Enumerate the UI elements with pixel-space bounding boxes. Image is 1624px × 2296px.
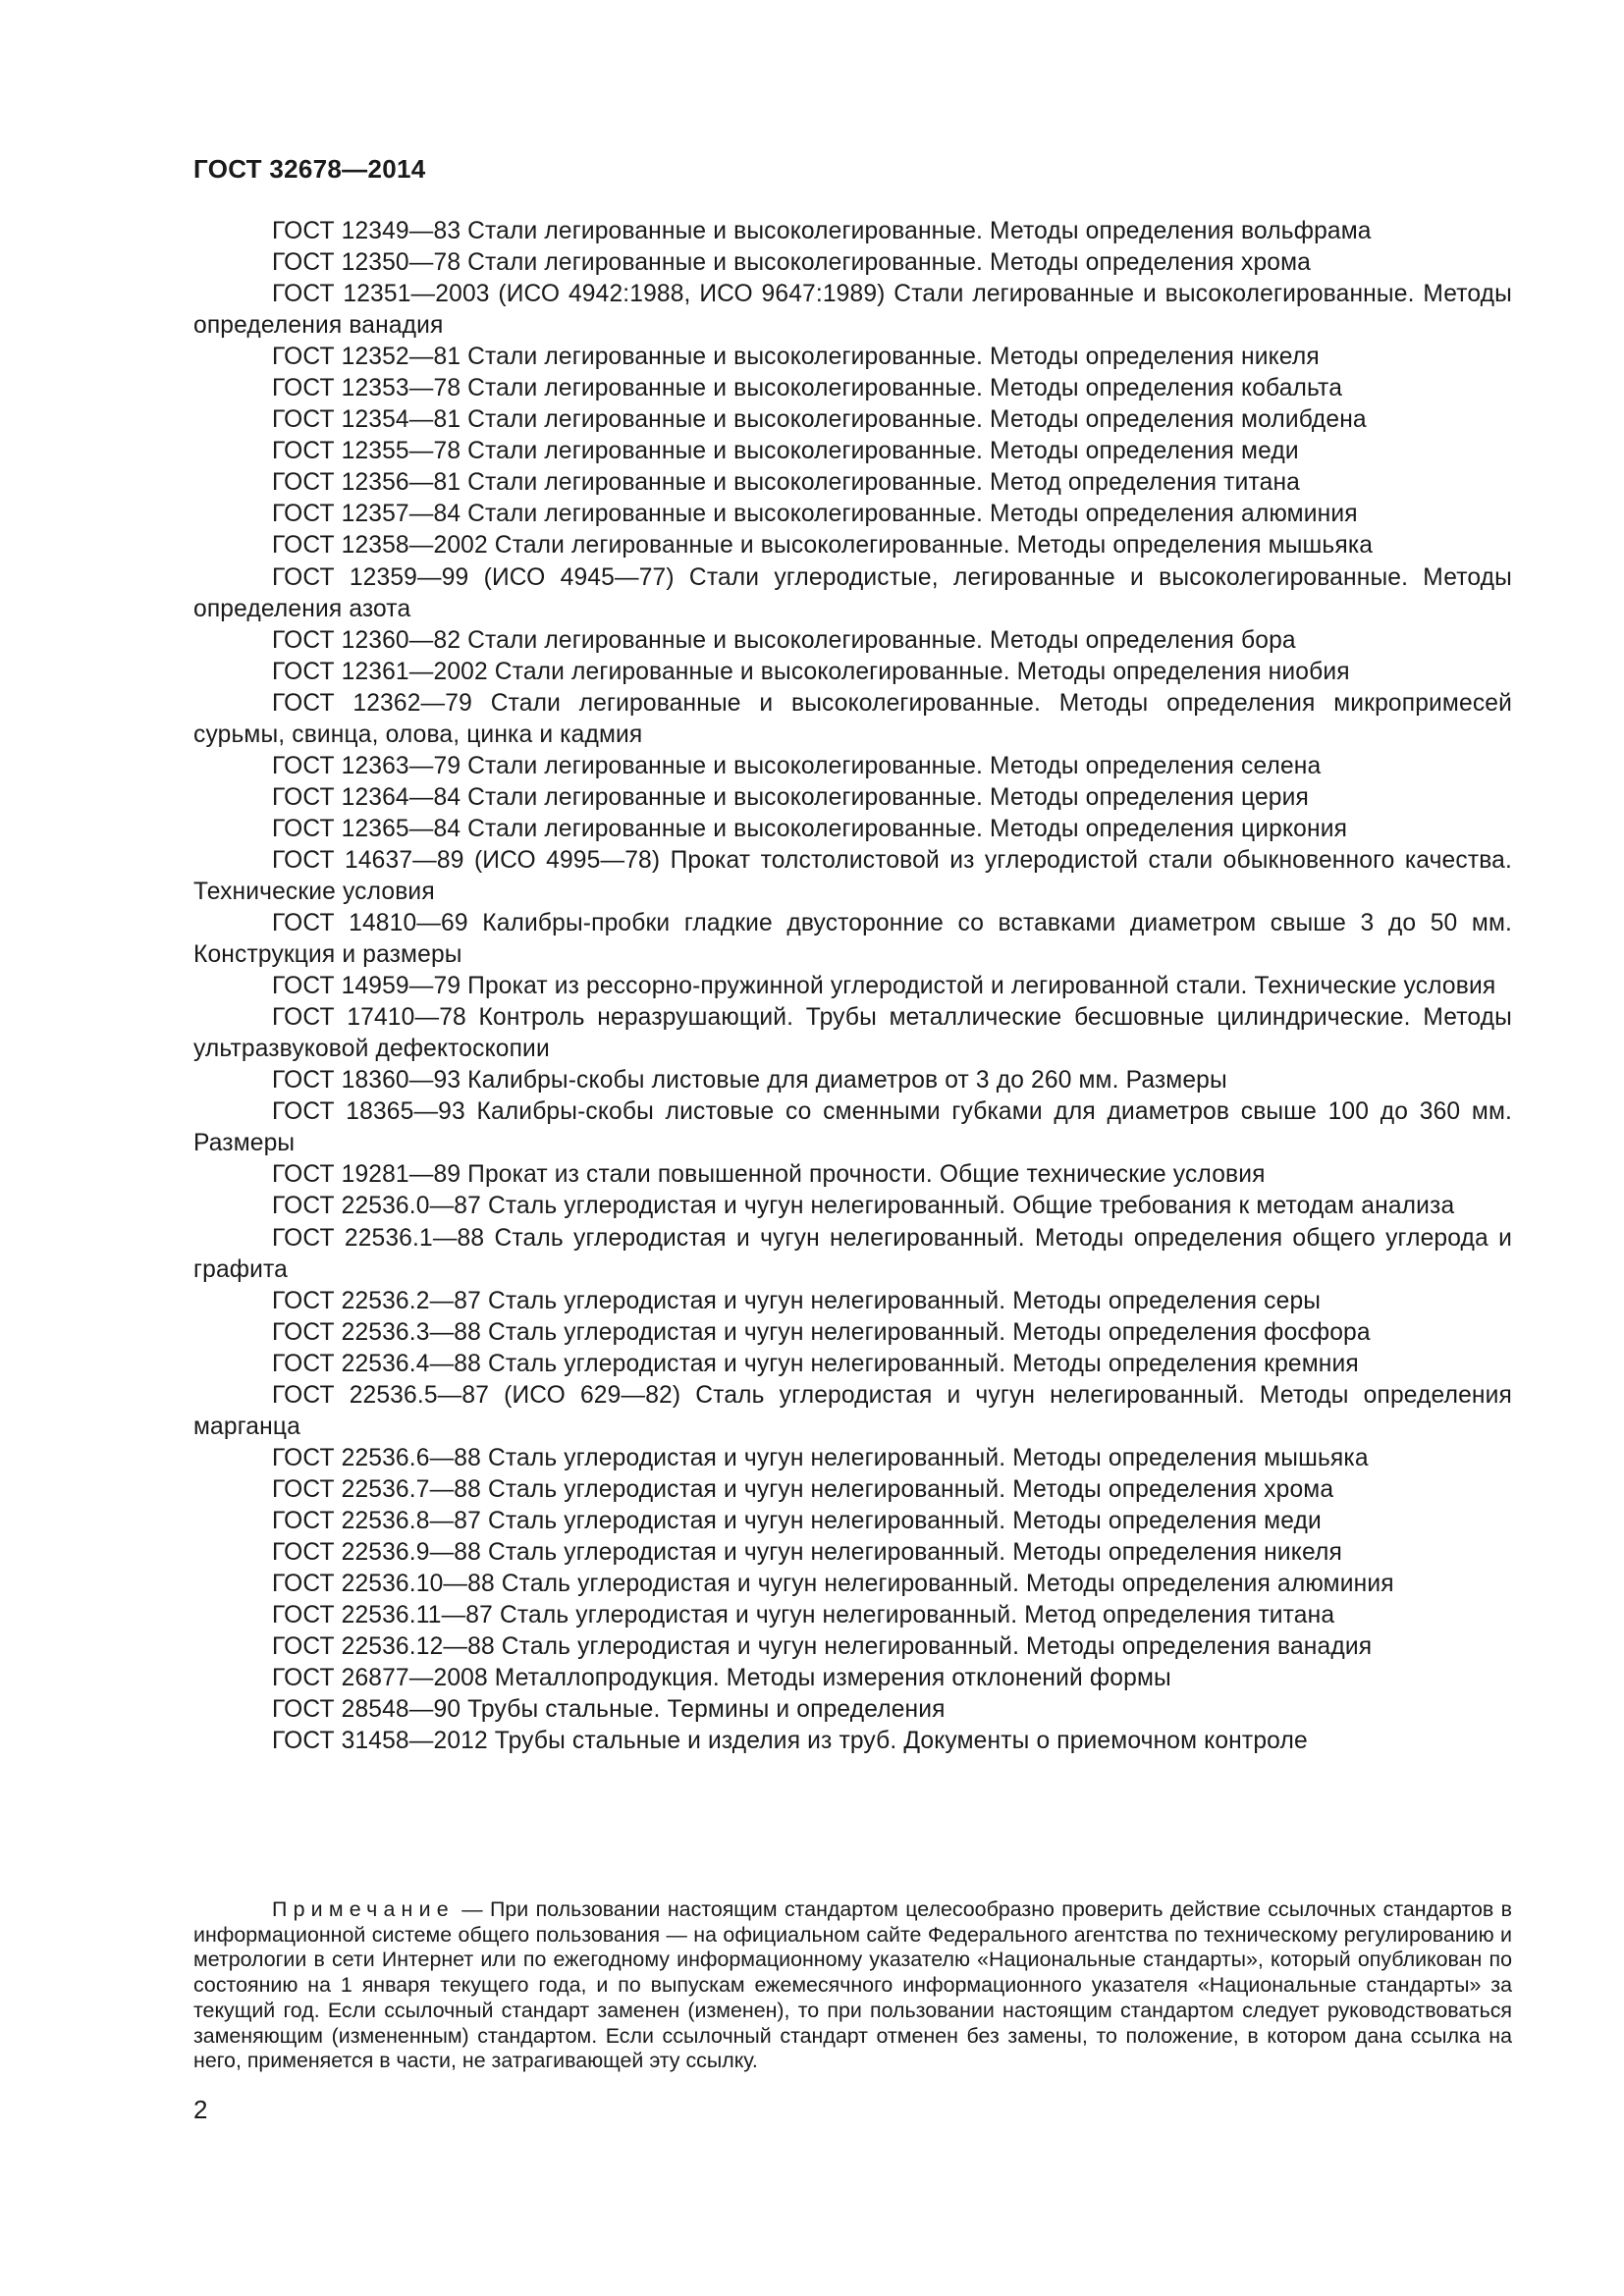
reference-item: ГОСТ 19281—89 Прокат из стали повышенной прочности. Общие технические условия — [272, 1161, 1266, 1189]
reference-item: ГОСТ 12351—2003 (ИСО 4942:1988, ИСО 9647:1989) Стали легированные и высоколегированные. Методы определения ванадия — [193, 281, 1512, 340]
reference-item: ГОСТ 31458—2012 Трубы стальные и изделия из труб. Документы о приемочном контроле — [272, 1728, 1308, 1755]
reference-item: ГОСТ 22536.11—87 Сталь углеродистая и чугун нелегированный. Метод определения титана — [272, 1602, 1335, 1629]
reference-item: ГОСТ 12350—78 Стали легированные и высоколегированные. Методы определения хрома — [272, 249, 1311, 277]
reference-item: ГОСТ 14959—79 Прокат из рессорно-пружинной углеродистой и легированной стали. Технические условия — [272, 973, 1496, 1000]
reference-item: ГОСТ 12364—84 Стали легированные и высоколегированные. Методы определения церия — [272, 783, 1309, 811]
note-paragraph — [193, 1897, 1512, 2074]
reference-item: ГОСТ 22536.12—88 Сталь углеродистая и чугун нелегированный. Методы определения ванадия — [272, 1633, 1373, 1661]
reference-item: ГОСТ 22536.5—87 (ИСО 629—82) Сталь углеродистая и чугун нелегированный. Методы определения марганца — [193, 1381, 1512, 1440]
reference-item: ГОСТ 12356—81 Стали легированные и высоколегированные. Метод определения титана — [272, 469, 1301, 497]
reference-item: ГОСТ 22536.1—88 Сталь углеродистая и чугун нелегированный. Методы определения общего углерода и графита — [193, 1224, 1512, 1283]
page-number: 2 — [193, 2095, 208, 2124]
reference-item: ГОСТ 12359—99 (ИСО 4945—77) Стали углеродистые, легированные и высоколегированные. Методы определения азота — [193, 563, 1512, 622]
note-label: Примечание — [272, 1897, 455, 1921]
reference-item: ГОСТ 22536.6—88 Сталь углеродистая и чугун нелегированный. Методы определения мышьяка — [272, 1444, 1369, 1471]
note-text: При пользовании настоящим стандартом целесообразно проверить действие ссылочных стандартов в информационной системе общего пользования — на официальном сайте Федерального агентства по техническому регулированию и метрологии в сети Интернет или по ежегодному информационному указателю «Национальные стандарты», который опубликован по состоянию на 1 января текущего года, и по выпускам ежемесячного информационного указателя «Национальные стандарты» за текущий год. Если ссылочный стандарт заменен (изменен), то при пользовании настоящим стандартом следует руководствоваться заменяющим (измененным) стандартом. Если ссылочный стандарт отменен без замены, то положение, в котором дана ссылка на него, применяется в части, не затрагивающей эту ссылку. — [193, 1897, 1512, 2073]
reference-item: ГОСТ 12365—84 Стали легированные и высоколегированные. Методы определения циркония — [272, 815, 1348, 842]
reference-item: ГОСТ 12358—2002 Стали легированные и высоколегированные. Методы определения мышьяка — [272, 532, 1374, 560]
document-header: ГОСТ 32678—2014 — [193, 154, 426, 184]
reference-item: ГОСТ 12362—79 Стали легированные и высоколегированные. Методы определения микропримесей сурьмы, свинца, олова, цинка и кадмия — [193, 689, 1512, 748]
reference-item: ГОСТ 22536.3—88 Сталь углеродистая и чугун нелегированный. Методы определения фосфора — [272, 1318, 1371, 1346]
reference-item: ГОСТ 22536.2—87 Сталь углеродистая и чугун нелегированный. Методы определения серы — [272, 1287, 1322, 1314]
reference-item: ГОСТ 22536.7—88 Сталь углеродистая и чугун нелегированный. Методы определения хрома — [272, 1475, 1334, 1503]
reference-item: ГОСТ 18360—93 Калибры-скобы листовые для диаметров от 3 до 260 мм. Размеры — [272, 1067, 1227, 1095]
reference-item: ГОСТ 17410—78 Контроль неразрушающий. Трубы металлические бесшовные цилиндрические. Методы ультразвуковой дефектоскопии — [193, 1004, 1512, 1063]
reference-item: ГОСТ 26877—2008 Металлопродукция. Методы измерения отклонений формы — [272, 1665, 1171, 1692]
note-separator: — — [454, 1897, 491, 1921]
reference-item: ГОСТ 12352—81 Стали легированные и высоколегированные. Методы определения никеля — [272, 344, 1320, 371]
reference-item: ГОСТ 22536.10—88 Сталь углеродистая и чугун нелегированный. Методы определения алюминия — [272, 1571, 1394, 1598]
reference-item: ГОСТ 22536.9—88 Сталь углеродистая и чугун нелегированный. Методы определения никеля — [272, 1538, 1342, 1566]
reference-item: ГОСТ 12357—84 Стали легированные и высоколегированные. Методы определения алюминия — [272, 501, 1358, 528]
reference-item: ГОСТ 14637—89 (ИСО 4995—78) Прокат толстолистовой из углеродистой стали обыкновенного качества. Технические условия — [193, 846, 1512, 905]
reference-item: ГОСТ 28548—90 Трубы стальные. Термины и определения — [272, 1696, 946, 1724]
reference-item: ГОСТ 22536.4—88 Сталь углеродистая и чугун нелегированный. Методы определения кремния — [272, 1350, 1359, 1377]
reference-item: ГОСТ 22536.0—87 Сталь углеродистая и чугун нелегированный. Общие требования к методам анализа — [272, 1193, 1455, 1220]
reference-item: ГОСТ 12361—2002 Стали легированные и высоколегированные. Методы определения ниобия — [272, 658, 1350, 685]
reference-item: ГОСТ 22536.8—87 Сталь углеродистая и чугун нелегированный. Методы определения меди — [272, 1507, 1322, 1534]
reference-item: ГОСТ 12360—82 Стали легированные и высоколегированные. Методы определения бора — [272, 626, 1296, 654]
reference-item: ГОСТ 12363—79 Стали легированные и высоколегированные. Методы определения селена — [272, 752, 1322, 779]
reference-item: ГОСТ 14810—69 Калибры-пробки гладкие двусторонние со вставками диаметром свыше 3 до 50 мм. Конструкция и размеры — [193, 910, 1512, 969]
normative-references-list — [193, 216, 1512, 1757]
reference-item: ГОСТ 12354—81 Стали легированные и высоколегированные. Методы определения молибдена — [272, 406, 1367, 434]
reference-item: ГОСТ 12355—78 Стали легированные и высоколегированные. Методы определения меди — [272, 438, 1299, 465]
reference-item: ГОСТ 12353—78 Стали легированные и высоколегированные. Методы определения кобальта — [272, 375, 1343, 402]
reference-item: ГОСТ 18365—93 Калибры-скобы листовые со сменными губками для диаметров свыше 100 до 360 мм. Размеры — [193, 1098, 1512, 1157]
reference-item: ГОСТ 12349—83 Стали легированные и высоколегированные. Методы определения вольфрама — [272, 218, 1372, 244]
